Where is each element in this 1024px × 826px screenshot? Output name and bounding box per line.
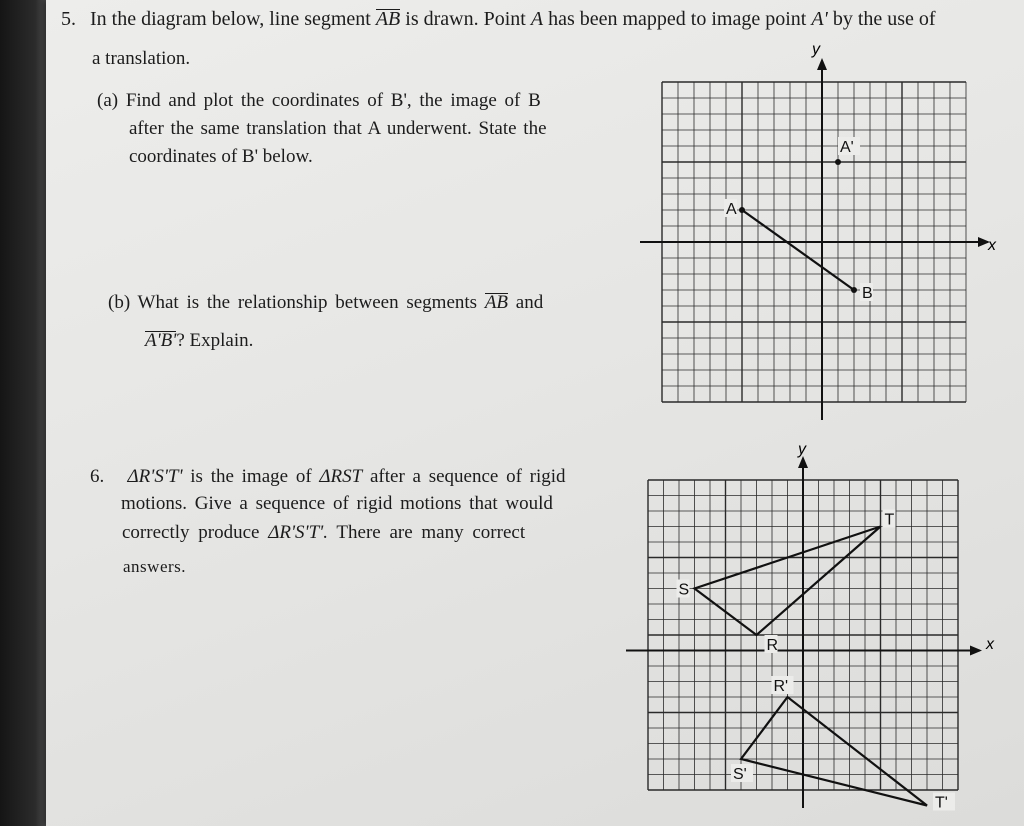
q6-text-3: correctly produce <box>122 522 260 543</box>
label-t: T <box>884 511 895 529</box>
q5-point-a: A <box>530 8 544 30</box>
q5-prompt-line1 <box>90 8 936 30</box>
q5-x-axis-label: x <box>988 237 996 254</box>
q6-x-axis-label: x <box>986 636 994 653</box>
q6-axes <box>626 456 982 808</box>
q5-text-2: is drawn. Point <box>405 8 526 30</box>
label-t-prime: T' <box>935 794 948 812</box>
q5b-text: (b) What is the relationship between segments <box>108 292 478 313</box>
segment-ab <box>742 210 854 290</box>
q6-coordinate-grid <box>620 440 1020 810</box>
q6-text-4: There are many correct <box>336 522 526 543</box>
q5a-line2: after the same translation that A underwent. State the <box>129 118 547 139</box>
q5b-and: and <box>515 292 544 313</box>
q6-triangle-image: ΔR'S'T' <box>127 466 183 487</box>
q6-number: 6. <box>90 466 105 487</box>
point-b <box>851 287 857 293</box>
q6-y-axis-label: y <box>798 441 806 458</box>
q5b-line1 <box>108 292 543 314</box>
q6-prompt-line1 <box>90 466 566 488</box>
q6-prompt-line3 <box>122 522 525 544</box>
q5b-segment-ab: AB <box>484 292 509 313</box>
q5-number: 5. <box>61 8 76 30</box>
q5a-line1: (a) Find and plot the coordinates of B', the image of B <box>97 90 541 111</box>
q5-y-axis-label: y <box>812 41 820 58</box>
q5b-line2 <box>145 330 253 352</box>
label-s-prime: S' <box>733 766 747 783</box>
q6-text-1: is the image of <box>190 466 312 487</box>
q5-axes <box>640 58 990 420</box>
q5-coordinate-grid <box>640 41 1010 430</box>
q6-triangle-original: ΔRST <box>319 466 363 487</box>
q5-text-3: has been mapped to image point <box>548 8 807 30</box>
q6-text-2: after a sequence of rigid <box>369 466 566 487</box>
q5b-explain: ? Explain. <box>176 330 254 351</box>
label-s: S <box>678 581 690 599</box>
q5-prompt-line2: a translation. <box>92 48 191 69</box>
q6-plot-marks <box>677 510 956 812</box>
q5a-line3: coordinates of B' below. <box>129 146 313 167</box>
point-a-prime <box>835 159 841 165</box>
desk-shadow <box>0 0 50 826</box>
label-b: B <box>862 285 873 302</box>
point-a <box>739 207 745 213</box>
x-axis-arrow-icon <box>970 646 982 656</box>
q5-text-4: by the use of <box>832 8 936 30</box>
q5-text-1: In the diagram below, line segment <box>90 8 371 30</box>
label-a: A <box>726 201 737 218</box>
y-axis-arrow-icon <box>817 58 827 70</box>
q6-triangle-image-2: ΔR'S'T'. <box>268 522 328 543</box>
label-r-prime: R' <box>773 678 789 695</box>
label-a-prime: A' <box>840 139 854 156</box>
q6-prompt-line2: motions. Give a sequence of rigid motions that would <box>121 493 553 514</box>
q5-point-a-prime: A' <box>811 8 828 30</box>
q5b-segment-apbp: A'B' <box>145 330 177 351</box>
label-r: R <box>766 637 779 654</box>
q5-segment-ab: AB <box>375 8 401 30</box>
q6-prompt-line4: answers. <box>123 557 187 576</box>
